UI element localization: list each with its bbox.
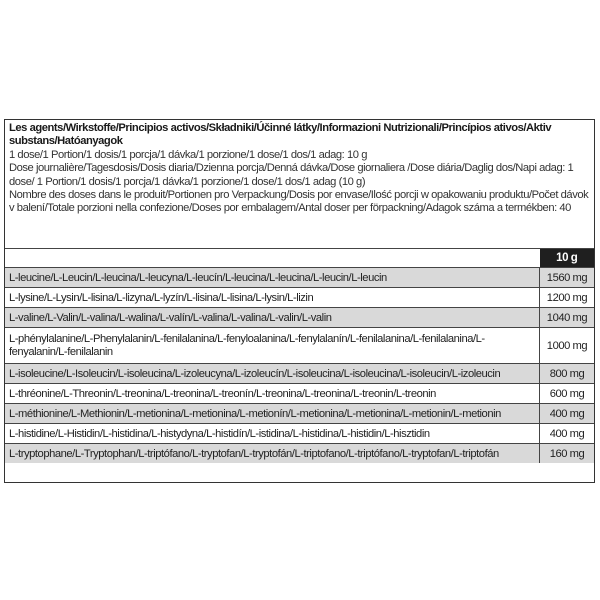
ingredient-amount: 800 mg <box>540 364 595 384</box>
serving-size-text: 1 dose/1 Portion/1 dosis/1 porcja/1 dávka/1 porzione/1 dose/1 dos/1 adag: 10 g <box>9 148 367 161</box>
ingredient-name: L-lysine/L-Lysin/L-lisina/L-lizyna/L-lyzín/L-lisina/L-lisina/L-lysin/L-lizin <box>5 288 540 308</box>
ingredient-amount: 1000 mg <box>540 328 595 364</box>
ingredient-column-header <box>5 249 540 268</box>
ingredient-amount: 600 mg <box>540 384 595 404</box>
table-row <box>5 308 594 328</box>
ingredient-name: L-leucine/L-Leucin/L-leucina/L-leucyna/L-leucín/L-leucina/L-leucina/L-leucin/L-leucin <box>5 268 540 288</box>
ingredient-amount: 1040 mg <box>540 308 595 328</box>
ingredient-amount: 1200 mg <box>540 288 595 308</box>
daily-dose-text: Dose journalière/Tagesdosis/Dosis diaria/Dzienna porcja/Denná dávka/Dose giornaliera /Dose diária/Daglig dos/Napi adag: 1 dose/ 1 Portion/1 dosis/1 porcja/1 dávka/1 porzione/1 dose/1 dos/1 adag (10 g) <box>9 162 574 188</box>
amount-column-header: 10 g <box>540 249 595 268</box>
servings-per-container-text: Nombre des doses dans le produit/Portionen pro Verpackung/Dosis por envase/Ilość porcji w opakowaniu produktu/Počet dávok v balení/Totale porzioni nella confezione/Doses por embalagem/Antal doser per förpackning/Adagok száma a termékben: 40 <box>9 189 589 215</box>
ingredient-name: L-tryptophane/L-Tryptophan/L-triptófano/L-tryptofan/L-tryptofán/L-triptofano/L-triptófano/L-tryptofan/L-triptofán <box>5 444 540 464</box>
ingredients-table <box>5 248 594 463</box>
ingredient-name: L-phénylalanine/L-Phenylalanin/L-fenilalanina/L-fenyloalanina/L-fenylalanín/L-fenilalanina/L-fenilalanina/L-fenyalanin/L-fenilalanin <box>5 328 540 364</box>
ingredient-amount: 160 mg <box>540 444 595 464</box>
ingredient-name: L-méthionine/L-Methionin/L-metionina/L-metionina/L-metionín/L-metionina/L-metionina/L-metionin/L-metionin <box>5 404 540 424</box>
table-row <box>5 384 594 404</box>
table-row <box>5 268 594 288</box>
ingredient-amount: 1560 mg <box>540 268 595 288</box>
ingredient-name: L-valine/L-Valin/L-valina/L-walina/L-valín/L-valina/L-valina/L-valin/L-valin <box>5 308 540 328</box>
table-row <box>5 444 594 464</box>
label-header <box>5 120 594 216</box>
table-row <box>5 328 594 364</box>
table-row <box>5 364 594 384</box>
ingredient-amount: 400 mg <box>540 404 595 424</box>
supplement-facts-label <box>4 119 595 483</box>
ingredient-name: L-histidine/L-Histidin/L-histidina/L-histydyna/L-histidín/L-istidina/L-histidina/L-histidin/L-hisztidin <box>5 424 540 444</box>
table-row <box>5 404 594 424</box>
ingredient-name: L-isoleucine/L-Isoleucin/L-isoleucina/L-izoleucyna/L-izoleucín/L-isoleucina/L-isoleucina/L-isoleucin/L-izoleucin <box>5 364 540 384</box>
table-row <box>5 288 594 308</box>
ingredient-name: L-thréonine/L-Threonin/L-treonina/L-treonina/L-treonín/L-treonina/L-treonina/L-treonin/L-treonin <box>5 384 540 404</box>
ingredient-amount: 400 mg <box>540 424 595 444</box>
table-row <box>5 424 594 444</box>
active-substances-title: Les agents/Wirkstoffe/Principios activos/Składniki/Účinné látky/Informazioni Nutrizionali/Princípios ativos/Aktiv substans/Hatóanyagok <box>9 122 552 148</box>
